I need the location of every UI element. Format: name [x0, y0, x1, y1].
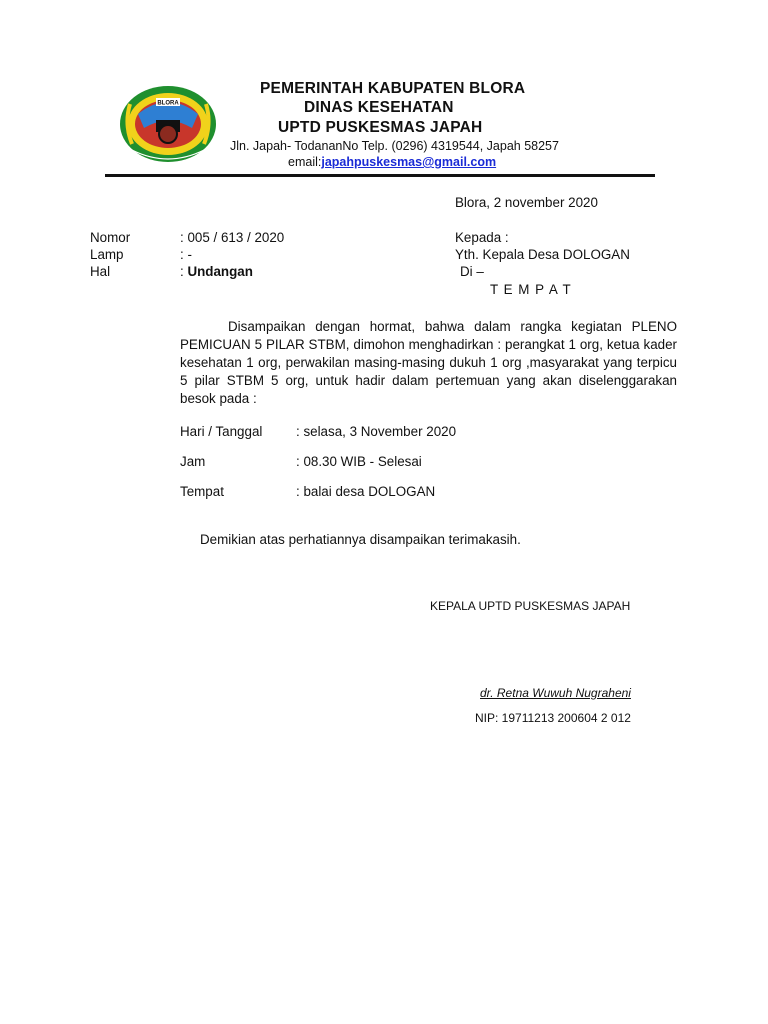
recipient-di: Di –	[460, 264, 484, 279]
hal-row	[180, 264, 253, 279]
recipient-tempat: T E M P A T	[490, 282, 572, 297]
recipient-name: Yth. Kepala Desa DOLOGAN	[455, 247, 630, 262]
lamp-label: Lamp	[90, 247, 124, 262]
letterhead-email-row	[288, 155, 496, 169]
letterhead-address: Jln. Japah- TodananNo Telp. (0296) 4319544, Japah 58257	[230, 139, 559, 153]
letterhead-uptd: UPTD PUSKESMAS JAPAH	[278, 119, 483, 136]
blora-logo	[118, 84, 218, 164]
lamp-value: : -	[180, 247, 192, 262]
tempat-value: : balai desa DOLOGAN	[296, 484, 436, 499]
hal-label: Hal	[90, 264, 111, 279]
nomor-value: : 005 / 613 / 2020	[180, 230, 285, 245]
tempat-label: Tempat	[180, 484, 224, 499]
letterhead-gov: PEMERINTAH KABUPATEN BLORA	[260, 80, 526, 97]
jam-label: Jam	[180, 454, 206, 469]
hari-label: Hari / Tanggal	[180, 424, 263, 439]
email-link[interactable]: japahpuskesmas@gmail.com	[321, 155, 497, 169]
signature-name: dr. Retna Wuwuh Nugraheni	[480, 686, 631, 700]
hari-value: : selasa, 3 November 2020	[296, 424, 457, 439]
kepada-label: Kepada :	[455, 230, 509, 245]
invitation-paragraph: Disampaikan dengan hormat, bahwa dalam rangka kegiatan PLENO PEMICUAN 5 PILAR STBM, dimohon menghadirkan : perangkat 1 org, ketua kader kesehatan 1 org, perwakilan masing-masing dukuh 1 org ,masyarakat yang terpicu 5 pilar STBM 5 org, untuk hadir dalam pertemuan yang akan diselenggarakan besok pada :	[180, 319, 677, 406]
logo-text: BLORA	[157, 100, 179, 107]
letterhead-divider	[105, 174, 655, 177]
nomor-label: Nomor	[90, 230, 131, 245]
hal-colon: :	[180, 264, 188, 279]
jam-value: : 08.30 WIB - Selesai	[296, 454, 422, 469]
signature-nip: NIP: 19711213 200604 2 012	[475, 711, 631, 725]
email-label: email:	[288, 155, 322, 169]
hal-value: Undangan	[187, 264, 253, 279]
letter-date: Blora, 2 november 2020	[455, 195, 598, 210]
letterhead-dinas: DINAS KESEHATAN	[304, 99, 454, 116]
signature-title: KEPALA UPTD PUSKESMAS JAPAH	[430, 599, 631, 613]
closing-text: Demikian atas perhatiannya disampaikan terimakasih.	[200, 532, 521, 547]
